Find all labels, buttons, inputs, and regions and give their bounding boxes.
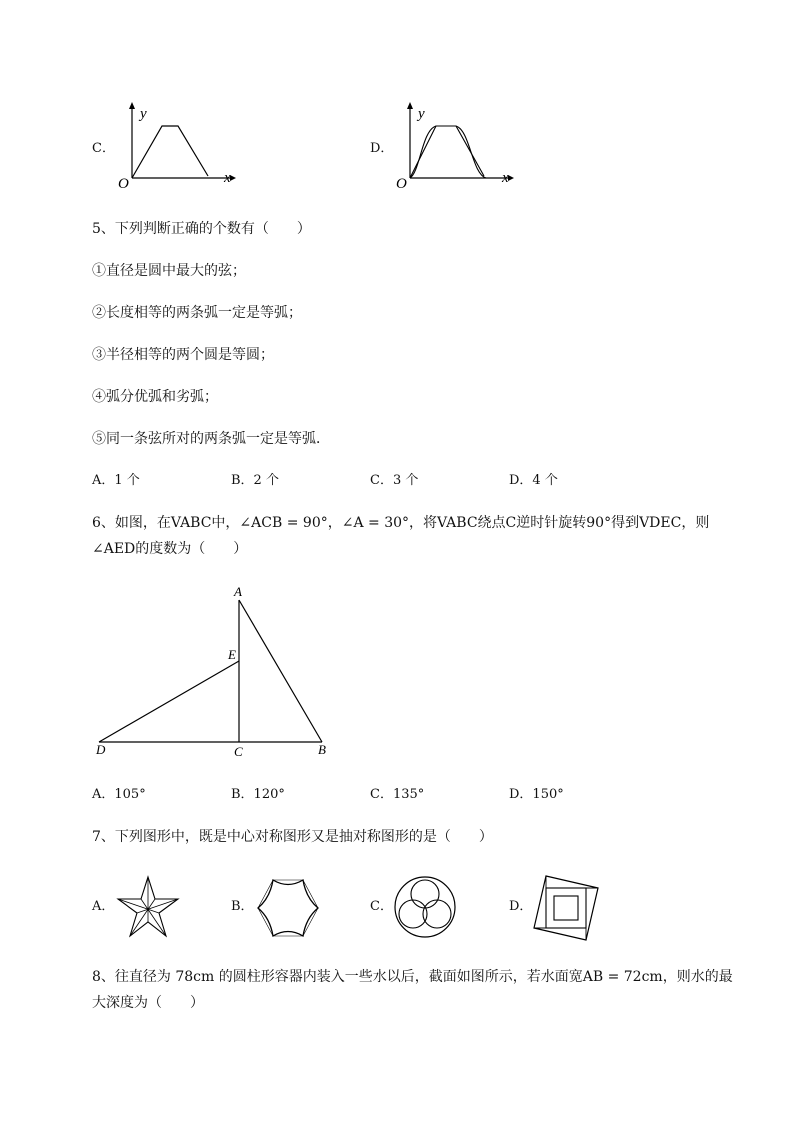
question-6-stem-line2: ∠AED的度数为（ ） [92,541,248,557]
hexagon-arcs-figure [255,875,321,941]
q6-option-a[interactable]: A．105° [92,787,146,802]
question-7-stem: 7、下列图形中，既是中心对称图形又是抽对称图形的是（ ） [92,829,493,845]
point-a-label: A [234,584,242,599]
circles-figure [392,874,458,940]
q5-option-b[interactable]: B．2 个 [231,473,279,488]
q5-statement-4: ④弧分优弧和劣弧； [92,389,218,405]
q7-option-c[interactable]: C． [370,899,393,914]
q6-option-d[interactable]: D．150° [509,787,564,802]
q5-option-d[interactable]: D．4 个 [509,473,558,488]
q5-statement-1: ①直径是圆中最大的弦； [92,263,246,279]
q5-statement-5: ⑤同一条弦所对的两条弧一定是等弧． [92,431,330,447]
q5-option-c[interactable]: C．3 个 [370,473,419,488]
option-c-label: C． [92,141,115,156]
origin-label: O [118,176,129,192]
axis-x-label: x [502,170,509,186]
q5-statement-3: ③半径相等的两个圆是等圆； [92,347,274,363]
squares-figure [530,872,602,944]
point-c-label: C [234,744,243,759]
question-5-stem: 5、下列判断正确的个数有（ ） [92,221,311,237]
point-d-label: D [96,742,106,757]
axis-x-label: x [224,170,231,186]
q7-option-b[interactable]: B． [231,899,254,914]
q5-statement-2: ②长度相等的两条弧一定是等弧； [92,305,302,321]
q7-option-a[interactable]: A． [92,899,115,914]
q6-option-c[interactable]: C．135° [370,787,425,802]
triangle-figure [90,582,340,762]
q5-option-a[interactable]: A．1 个 [92,473,140,488]
origin-label: O [396,176,407,192]
question-8-stem-line1: 8、往直径为 78cm 的圆柱形容器内装入一些水以后，截面如图所示，若水面宽AB = 72cm，则水的最 [92,969,733,985]
point-e-label: E [228,647,236,662]
option-d-label: D． [370,141,394,156]
axis-y-label: y [140,106,147,122]
point-b-label: B [318,742,326,757]
q6-option-b[interactable]: B．120° [231,787,285,802]
graph-d [390,100,520,192]
graph-c [112,100,242,192]
question-6-stem-line1: 6、如图，在VABC中，∠ACB = 90°，∠A = 30°，将VABC绕点C逆时针旋转90°得到VDEC，则 [92,515,710,531]
question-8-stem-line2: 大深度为（ ） [92,995,204,1011]
q7-option-d[interactable]: D． [509,899,533,914]
axis-y-label: y [418,106,425,122]
star-figure [115,875,181,939]
